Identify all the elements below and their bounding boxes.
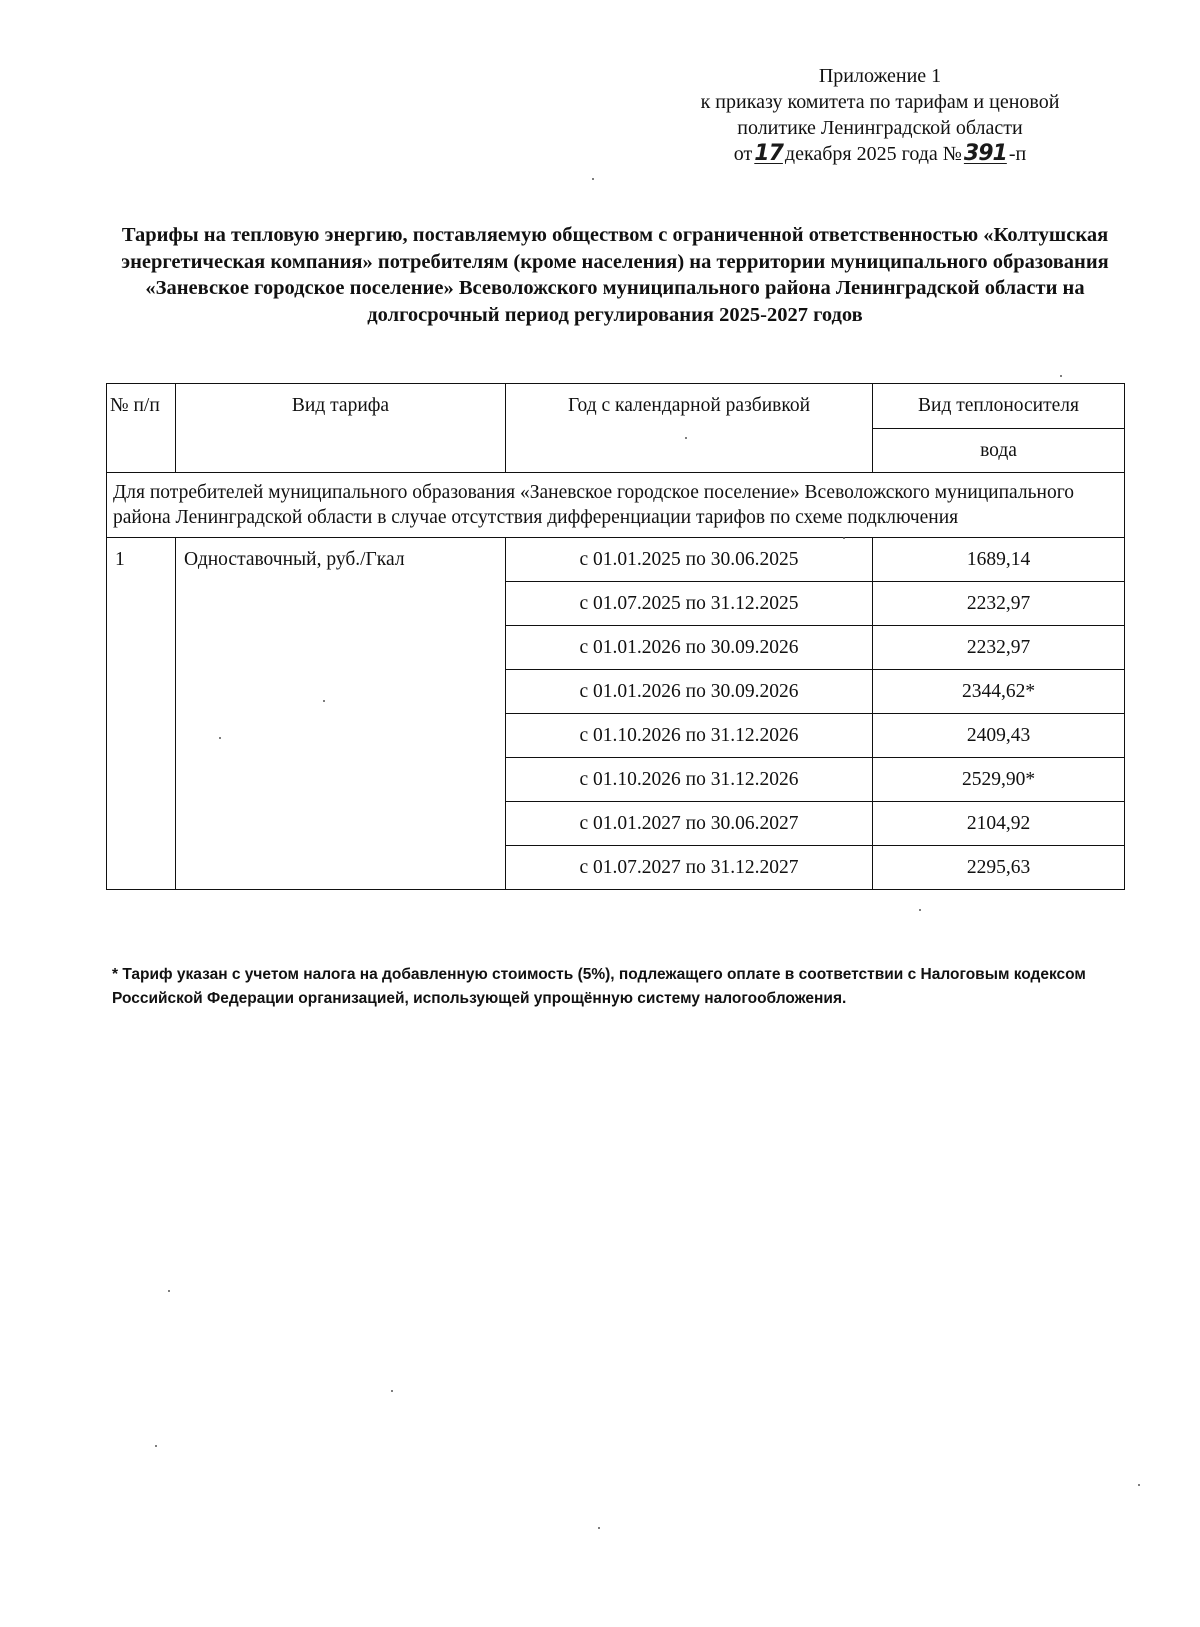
header-heat-carrier: Вид теплоносителя <box>873 384 1125 429</box>
value-cell: 1689,14 <box>873 538 1125 582</box>
handwritten-day: 17 <box>754 141 783 166</box>
handwritten-order-number: 391 <box>963 141 1007 166</box>
scan-speck <box>323 700 325 702</box>
scan-speck <box>919 909 921 911</box>
header-number: № п/п <box>107 384 176 473</box>
value-cell: 2529,90* <box>873 758 1125 802</box>
footnote: * Тариф указан с учетом налога на добавленную стоимость (5%), подлежащего оплате в соответствии с Налоговым кодексом Российской Федерации организацией, использующей упрощённую систему налогообложения. <box>112 966 1086 1007</box>
period-cell: с 01.07.2025 по 31.12.2025 <box>506 582 873 626</box>
header-period: Год с календарной разбивкой <box>506 384 873 473</box>
row-number: 1 <box>107 538 176 890</box>
value-cell: 2232,97 <box>873 626 1125 670</box>
scan-speck <box>685 437 687 439</box>
period-cell: с 01.01.2025 по 30.06.2025 <box>506 538 873 582</box>
group-label: Для потребителей муниципального образования «Заневское городское поселение» Всеволожского муниципального района Ленинградской области в случае отсутствия дифференциации тарифов по схеме подключения <box>107 473 1125 538</box>
value-cell: 2104,92 <box>873 802 1125 846</box>
header-tariff-type: Вид тарифа <box>176 384 506 473</box>
appendix-date-line <box>640 141 1120 167</box>
period-cell: с 01.01.2026 по 30.09.2026 <box>506 626 873 670</box>
scan-speck <box>1060 375 1062 377</box>
scan-speck <box>219 737 221 739</box>
document-title: Тарифы на тепловую энергию, поставляемую обществом с ограниченной ответственностью «Колтушская энергетическая компания» потребителям (кроме населения) на территории муниципального образования «Заневское городское поселение» Всеволожского муниципального района Ленинградской области на долгосрочный период регулирования 2025-2027 годов <box>121 224 1109 326</box>
appendix-committee-line: политике Ленинградской области <box>737 117 1023 139</box>
tariff-table <box>106 383 1125 890</box>
value-cell: 2295,63 <box>873 846 1125 890</box>
order-suffix: -п <box>1008 143 1027 165</box>
period-cell: с 01.07.2027 по 31.12.2027 <box>506 846 873 890</box>
date-middle: декабря 2025 года № <box>784 143 962 165</box>
period-cell: с 01.10.2026 по 31.12.2026 <box>506 714 873 758</box>
scan-speck <box>592 178 594 180</box>
period-cell: с 01.01.2026 по 30.09.2026 <box>506 670 873 714</box>
appendix-header <box>640 63 1120 167</box>
value-cell: 2409,43 <box>873 714 1125 758</box>
period-cell: с 01.10.2026 по 31.12.2026 <box>506 758 873 802</box>
appendix-order-line: к приказу комитета по тарифам и ценовой <box>700 91 1060 113</box>
scan-speck <box>598 1527 600 1529</box>
header-carrier-water: вода <box>873 429 1125 473</box>
table-header-row <box>107 384 1125 429</box>
scan-speck <box>1138 1484 1140 1486</box>
period-cell: с 01.01.2027 по 30.06.2027 <box>506 802 873 846</box>
value-cell: 2232,97 <box>873 582 1125 626</box>
row-tariff-type: Одноставочный, руб./Гкал <box>176 538 506 890</box>
scan-speck <box>155 1445 157 1447</box>
value-cell: 2344,62* <box>873 670 1125 714</box>
table-row <box>107 538 1125 582</box>
table-group-row <box>107 473 1125 538</box>
appendix-title: Приложение 1 <box>818 65 942 87</box>
scan-speck <box>391 1390 393 1392</box>
scan-speck <box>843 537 845 539</box>
date-prefix: от <box>733 143 753 165</box>
scan-speck <box>168 1290 170 1292</box>
